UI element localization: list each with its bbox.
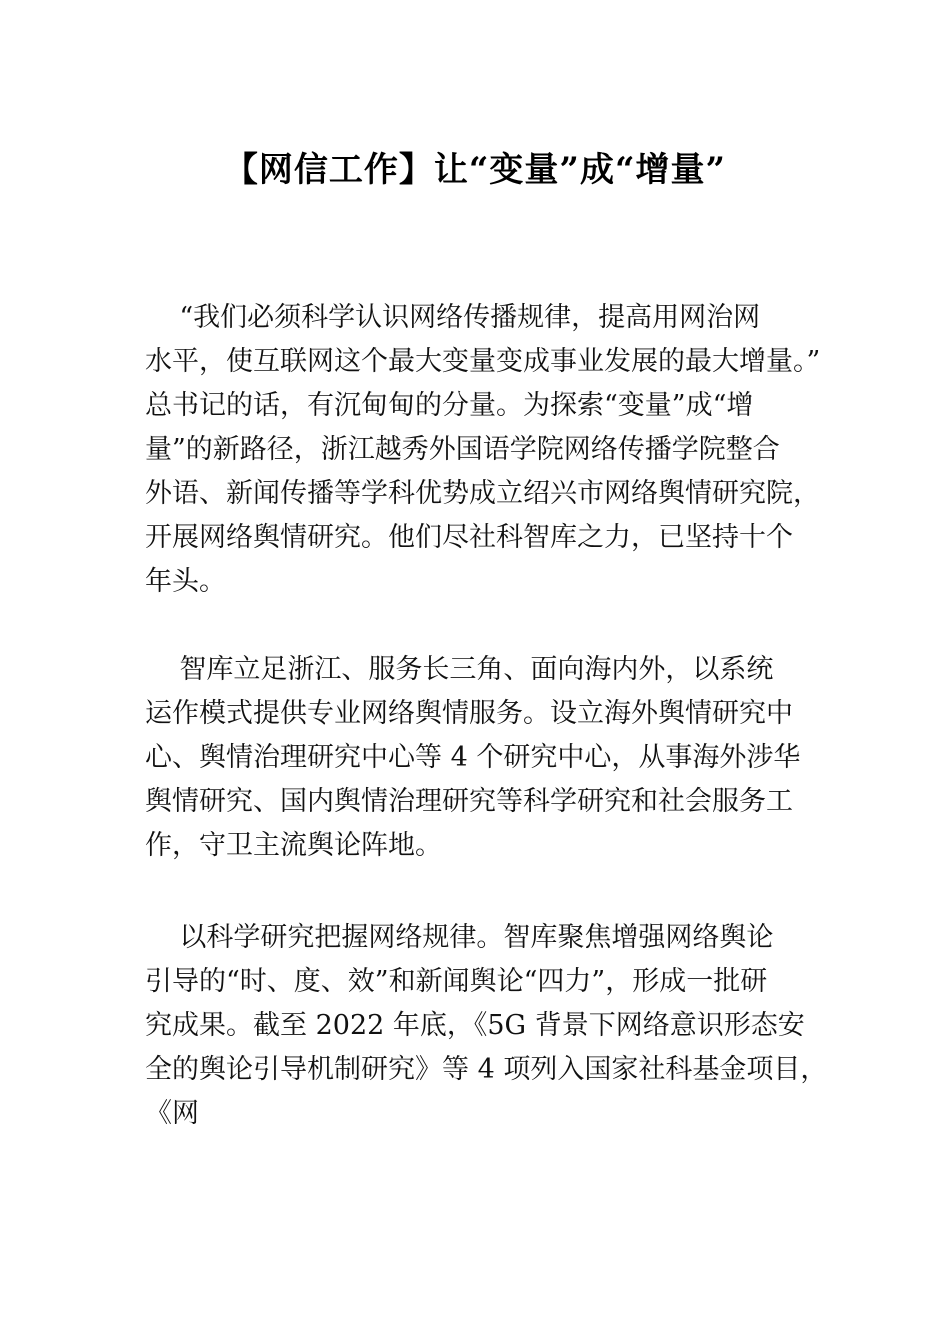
paragraph-line: 量”的新路径，浙江越秀外国语学院网络传播学院整合 xyxy=(145,434,780,465)
paragraph-2 xyxy=(145,648,805,868)
document-title: 【网信工作】让“变量”成“增量” xyxy=(223,150,727,190)
paragraph-line: 智库立足浙江、服务长三角、面向海内外，以系统 xyxy=(145,654,774,685)
paragraph-line: 开展网络舆情研究。他们尽社科智库之力，已坚持十个 xyxy=(145,522,793,553)
paragraph-line: 究成果。截至 2022 年底，《5G 背景下网络意识形态安 xyxy=(145,1010,805,1041)
paragraph-line: 以科学研究把握网络规律。智库聚焦增强网络舆论 xyxy=(145,922,774,953)
paragraph-3 xyxy=(145,916,828,1136)
paragraph-line: 运作模式提供专业网络舆情服务。设立海外舆情研究中 xyxy=(145,698,793,729)
paragraph-line: 舆情研究、国内舆情治理研究等科学研究和社会服务工 xyxy=(145,786,793,817)
paragraph-line: “我们必须科学认识网络传播规律，提高用网治网 xyxy=(145,302,761,333)
paragraph-1 xyxy=(145,296,821,604)
paragraph-line: 年头。 xyxy=(145,566,226,597)
paragraph-line: 全的舆论引导机制研究》等 4 项列入国家社科基金项目， xyxy=(145,1054,828,1085)
paragraph-line: 总书记的话，有沉甸甸的分量。为探索“变量”成“增 xyxy=(145,390,754,421)
paragraph-line: 心、舆情治理研究中心等 4 个研究中心，从事海外涉华 xyxy=(145,742,801,773)
paragraph-line: 水平，使互联网这个最大变量变成事业发展的最大增量。” xyxy=(145,346,821,377)
paragraph-line: 引导的“时、度、效”和新闻舆论“四力”，形成一批研 xyxy=(145,966,768,997)
paragraph-line: 作，守卫主流舆论阵地。 xyxy=(145,830,442,861)
paragraph-line: 外语、新闻传播等学科优势成立绍兴市网络舆情研究院， xyxy=(145,478,820,509)
paragraph-line: 《网 xyxy=(145,1098,199,1129)
